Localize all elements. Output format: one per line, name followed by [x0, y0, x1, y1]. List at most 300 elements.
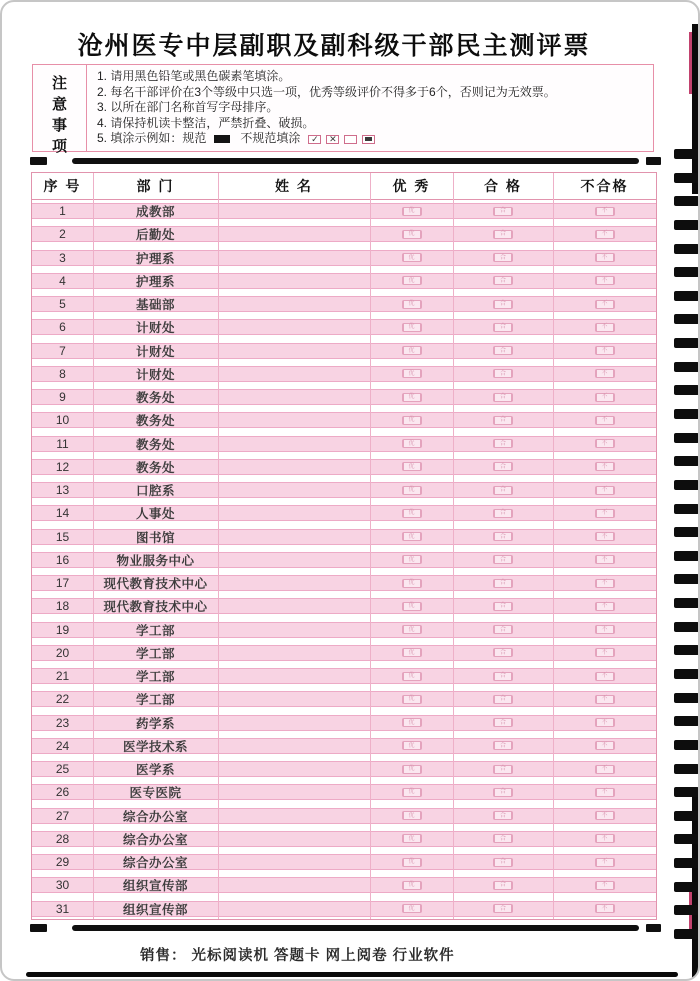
- unqualified-bubble[interactable]: 不: [595, 904, 615, 913]
- timing-mark: [674, 409, 699, 419]
- row-number: 3: [59, 250, 66, 265]
- row-department: 医专医院: [129, 786, 182, 801]
- name-write-cell[interactable]: [218, 390, 370, 404]
- qualified-bubble[interactable]: 合: [493, 416, 513, 425]
- unqualified-bubble[interactable]: 不: [595, 695, 615, 704]
- name-write-cell[interactable]: [218, 646, 370, 660]
- unqualified-cell: [553, 416, 656, 425]
- unqualified-bubble[interactable]: 不: [595, 346, 615, 355]
- name-write-cell[interactable]: [218, 576, 370, 590]
- row-number: 4: [59, 273, 66, 288]
- timing-mark: [674, 527, 699, 537]
- row-number: 27: [55, 808, 70, 823]
- table-row: [32, 502, 656, 525]
- row-band: [32, 645, 656, 661]
- qualified-bubble[interactable]: 合: [493, 695, 513, 704]
- name-write-cell[interactable]: [218, 344, 370, 358]
- qualified-cell: [453, 323, 553, 332]
- table-row: [32, 409, 656, 432]
- name-write-cell[interactable]: [218, 506, 370, 520]
- excellent-cell: [370, 904, 453, 913]
- qualified-bubble[interactable]: 合: [493, 788, 513, 797]
- qualified-cell: [453, 439, 553, 448]
- row-number: 30: [55, 878, 70, 893]
- timing-mark: [674, 882, 699, 892]
- excellent-bubble[interactable]: 优: [402, 509, 422, 518]
- timing-mark: [674, 834, 699, 844]
- table-row: [32, 735, 656, 758]
- unqualified-bubble[interactable]: 不: [595, 323, 615, 332]
- row-department: 口腔系: [135, 484, 175, 498]
- excellent-cell: [370, 532, 453, 541]
- timing-mark: [674, 740, 699, 750]
- unqualified-bubble[interactable]: 不: [595, 486, 615, 495]
- unqualified-bubble[interactable]: 不: [595, 648, 615, 657]
- excellent-cell: [370, 765, 453, 774]
- row-band: [32, 808, 656, 824]
- qualified-bubble[interactable]: 合: [493, 230, 513, 239]
- row-number: 29: [55, 855, 70, 869]
- unqualified-bubble[interactable]: 不: [595, 462, 615, 471]
- sync-square-bottom-right: [646, 924, 661, 932]
- row-department: 教务处: [135, 414, 175, 429]
- sync-square-top-right: [646, 157, 661, 165]
- qualified-cell: [453, 555, 553, 564]
- row-number: 5: [59, 297, 66, 311]
- unqualified-bubble[interactable]: 不: [595, 509, 615, 518]
- name-write-cell[interactable]: [218, 530, 370, 544]
- unqualified-bubble[interactable]: 不: [595, 207, 615, 216]
- row-number: 15: [55, 529, 70, 544]
- cross-mark-example-icon: ✕: [326, 135, 339, 144]
- row-number: 26: [55, 785, 70, 800]
- timing-mark: [674, 362, 699, 372]
- notice-lines: [97, 69, 643, 131]
- excellent-bubble[interactable]: 优: [402, 346, 422, 355]
- qualified-bubble[interactable]: 合: [493, 718, 513, 727]
- excellent-bubble[interactable]: 优: [402, 765, 422, 774]
- unqualified-cell: [553, 602, 656, 611]
- unqualified-bubble[interactable]: 不: [595, 602, 615, 611]
- unqualified-bubble[interactable]: 不: [595, 672, 615, 681]
- qualified-bubble[interactable]: 合: [493, 625, 513, 634]
- qualified-bubble[interactable]: 合: [493, 253, 513, 262]
- name-write-cell[interactable]: [218, 553, 370, 567]
- unqualified-bubble[interactable]: 不: [595, 276, 615, 285]
- qualified-cell: [453, 625, 553, 634]
- unqualified-bubble[interactable]: 不: [595, 741, 615, 750]
- excellent-bubble[interactable]: 优: [402, 276, 422, 285]
- unqualified-bubble[interactable]: 不: [595, 765, 615, 774]
- excellent-cell: [370, 602, 453, 611]
- qualified-cell: [453, 695, 553, 704]
- excellent-bubble[interactable]: 优: [402, 648, 422, 657]
- timing-mark: [674, 929, 699, 939]
- row-department: 护理系: [135, 274, 175, 289]
- unqualified-cell: [553, 300, 656, 309]
- qualified-bubble[interactable]: 合: [493, 207, 513, 216]
- qualified-bubble[interactable]: 合: [493, 462, 513, 471]
- row-band: [32, 622, 656, 638]
- notice-box: [32, 64, 654, 155]
- unqualified-cell: [553, 276, 656, 285]
- excellent-cell: [370, 625, 453, 634]
- row-department: 学工部: [135, 646, 175, 661]
- row-number: 24: [55, 738, 70, 753]
- excellent-bubble[interactable]: 优: [402, 416, 422, 425]
- scan-edge-artifact: [692, 24, 698, 194]
- table-row: [32, 363, 656, 386]
- filled-mark-example-icon: [214, 135, 230, 143]
- excellent-bubble[interactable]: 优: [402, 672, 422, 681]
- name-write-cell[interactable]: [218, 274, 370, 288]
- excellent-bubble[interactable]: 优: [402, 532, 422, 541]
- excellent-cell: [370, 300, 453, 309]
- scan-edge-artifact: [689, 32, 692, 94]
- qualified-cell: [453, 393, 553, 402]
- row-number: 18: [55, 599, 70, 614]
- name-write-cell[interactable]: [218, 785, 370, 799]
- unqualified-cell: [553, 904, 656, 913]
- unqualified-cell: [553, 579, 656, 588]
- row-band: [32, 668, 656, 684]
- timing-mark: [674, 433, 699, 443]
- notice-label-char: 意: [51, 96, 67, 113]
- table-body: [32, 200, 656, 919]
- table-row: [32, 665, 656, 688]
- name-write-cell[interactable]: [218, 320, 370, 334]
- row-department: 人事处: [135, 507, 175, 522]
- row-band: [32, 901, 656, 917]
- excellent-bubble[interactable]: 优: [402, 904, 422, 913]
- table-row: [32, 781, 656, 804]
- row-number: 12: [55, 459, 70, 474]
- row-department: 计财处: [135, 321, 175, 336]
- name-write-cell[interactable]: [218, 204, 370, 218]
- row-number: 6: [59, 320, 66, 335]
- check-mark-example-icon: ✓: [308, 135, 321, 144]
- unqualified-cell: [553, 858, 656, 867]
- timing-mark: [674, 905, 699, 915]
- excellent-bubble[interactable]: 优: [402, 486, 422, 495]
- excellent-cell: [370, 555, 453, 564]
- excellent-cell: [370, 858, 453, 867]
- timing-mark: [674, 267, 699, 277]
- row-band: [32, 273, 656, 289]
- name-write-cell[interactable]: [218, 855, 370, 869]
- excellent-bubble[interactable]: 优: [402, 323, 422, 332]
- timing-mark: [674, 314, 699, 324]
- qualified-bubble[interactable]: 合: [493, 648, 513, 657]
- table-row: [32, 526, 656, 549]
- unqualified-bubble[interactable]: 不: [595, 718, 615, 727]
- qualified-bubble[interactable]: 合: [493, 579, 513, 588]
- excellent-bubble[interactable]: 优: [402, 253, 422, 262]
- qualified-bubble[interactable]: 合: [493, 300, 513, 309]
- unqualified-cell: [553, 765, 656, 774]
- column-divider: [93, 173, 94, 919]
- qualified-bubble[interactable]: 合: [493, 439, 513, 448]
- excellent-cell: [370, 509, 453, 518]
- table-row: [32, 758, 656, 781]
- excellent-cell: [370, 695, 453, 704]
- table-row: [32, 619, 656, 642]
- unqualified-cell: [553, 462, 656, 471]
- table-header-row: [32, 173, 656, 200]
- name-write-cell[interactable]: [218, 692, 370, 706]
- name-write-cell[interactable]: [218, 367, 370, 381]
- excellent-bubble[interactable]: 优: [402, 393, 422, 402]
- timing-mark: [674, 716, 699, 726]
- unqualified-cell: [553, 834, 656, 843]
- unqualified-bubble[interactable]: 不: [595, 625, 615, 634]
- excellent-bubble[interactable]: 优: [402, 788, 422, 797]
- excellent-bubble[interactable]: 优: [402, 625, 422, 634]
- sync-square-bottom-left: [30, 924, 47, 932]
- name-write-cell[interactable]: [218, 669, 370, 683]
- qualified-cell: [453, 765, 553, 774]
- name-write-cell[interactable]: [218, 762, 370, 776]
- timing-mark: [674, 622, 699, 632]
- excellent-cell: [370, 276, 453, 285]
- row-department: 医学系: [135, 763, 175, 777]
- excellent-bubble[interactable]: 优: [402, 834, 422, 843]
- unqualified-bubble[interactable]: 不: [595, 555, 615, 564]
- note5-prefix: 5. 填涂示例如：规范: [97, 131, 207, 146]
- row-band: [32, 831, 656, 847]
- unqualified-cell: [553, 230, 656, 239]
- qualified-bubble[interactable]: 合: [493, 881, 513, 890]
- excellent-bubble[interactable]: 优: [402, 230, 422, 239]
- table-row: [32, 433, 656, 456]
- row-department: 综合办公室: [122, 856, 188, 870]
- row-number: 22: [55, 692, 70, 707]
- unqualified-bubble[interactable]: 不: [595, 811, 615, 820]
- unqualified-bubble[interactable]: 不: [595, 439, 615, 448]
- qualified-bubble[interactable]: 合: [493, 555, 513, 564]
- row-department: 成教部: [135, 205, 175, 219]
- qualified-bubble[interactable]: 合: [493, 369, 513, 378]
- excellent-bubble[interactable]: 优: [402, 462, 422, 471]
- name-write-cell[interactable]: [218, 483, 370, 497]
- row-number: 11: [56, 436, 69, 451]
- unqualified-bubble[interactable]: 不: [595, 881, 615, 890]
- unqualified-bubble[interactable]: 不: [595, 230, 615, 239]
- row-band: [32, 598, 656, 614]
- evaluation-table: [31, 172, 657, 920]
- qualified-cell: [453, 672, 553, 681]
- name-write-cell[interactable]: [218, 623, 370, 637]
- row-department: 组织宣传部: [122, 879, 188, 894]
- row-band: [32, 854, 656, 870]
- name-write-cell[interactable]: [218, 460, 370, 474]
- unqualified-bubble[interactable]: 不: [595, 393, 615, 402]
- qualified-cell: [453, 346, 553, 355]
- name-write-cell[interactable]: [218, 599, 370, 613]
- qualified-bubble[interactable]: 合: [493, 672, 513, 681]
- timing-mark: [674, 338, 699, 348]
- excellent-cell: [370, 393, 453, 402]
- unqualified-cell: [553, 346, 656, 355]
- qualified-bubble[interactable]: 合: [493, 532, 513, 541]
- row-number: 1: [59, 204, 66, 218]
- table-row: [32, 386, 656, 409]
- excellent-cell: [370, 788, 453, 797]
- unqualified-cell: [553, 811, 656, 820]
- table-row: [32, 898, 656, 921]
- page-title: 沧州医专中层副职及副科级干部民主测评票: [77, 32, 591, 60]
- unqualified-cell: [553, 207, 656, 216]
- excellent-cell: [370, 881, 453, 890]
- name-write-cell[interactable]: [218, 809, 370, 823]
- qualified-bubble[interactable]: 合: [493, 393, 513, 402]
- qualified-bubble[interactable]: 合: [493, 834, 513, 843]
- row-number: 13: [55, 483, 70, 497]
- excellent-cell: [370, 462, 453, 471]
- unqualified-bubble[interactable]: 不: [595, 579, 615, 588]
- unqualified-cell: [553, 253, 656, 262]
- vendor-footer-text: 销售： 光标阅读机 答题卡 网上阅卷 行业软件: [140, 948, 455, 964]
- row-band: [32, 226, 656, 242]
- notice-line: 3. 以所在部门名称首写字母排序。: [97, 100, 279, 115]
- row-department: 现代教育技术中心: [103, 600, 208, 615]
- excellent-cell: [370, 207, 453, 216]
- unqualified-cell: [553, 323, 656, 332]
- unqualified-bubble[interactable]: 不: [595, 834, 615, 843]
- notice-label-char: 项: [51, 138, 67, 155]
- table-row: [32, 549, 656, 572]
- timing-mark: [674, 196, 699, 206]
- table-row: [32, 223, 656, 246]
- name-write-cell[interactable]: [218, 832, 370, 846]
- qualified-cell: [453, 462, 553, 471]
- qualified-bubble[interactable]: 合: [493, 904, 513, 913]
- name-write-cell[interactable]: [218, 251, 370, 265]
- qualified-bubble[interactable]: 合: [493, 323, 513, 332]
- table-row: [32, 805, 656, 828]
- table-row: [32, 456, 656, 479]
- excellent-cell: [370, 486, 453, 495]
- excellent-bubble[interactable]: 优: [402, 741, 422, 750]
- qualified-bubble[interactable]: 合: [493, 858, 513, 867]
- unqualified-cell: [553, 718, 656, 727]
- scan-edge-artifact: [26, 972, 678, 977]
- table-row: [32, 688, 656, 711]
- qualified-bubble[interactable]: 合: [493, 602, 513, 611]
- unqualified-cell: [553, 393, 656, 402]
- qualified-cell: [453, 486, 553, 495]
- qualified-bubble[interactable]: 合: [493, 811, 513, 820]
- name-write-cell[interactable]: [218, 739, 370, 753]
- timing-mark: [674, 858, 699, 868]
- header-qualified: 合 格: [484, 178, 522, 194]
- table-row: [32, 851, 656, 874]
- row-department: 综合办公室: [122, 809, 188, 824]
- table-row: [32, 293, 656, 316]
- row-number: 16: [55, 552, 70, 567]
- name-write-cell[interactable]: [218, 437, 370, 451]
- header-number: 序 号: [43, 178, 82, 194]
- sync-square-top-left: [30, 157, 47, 165]
- excellent-bubble[interactable]: 优: [402, 579, 422, 588]
- notice-line-5: [97, 131, 643, 147]
- empty-mark-example-icon: [344, 135, 357, 144]
- row-band: [32, 366, 656, 382]
- qualified-bubble[interactable]: 合: [493, 509, 513, 518]
- column-divider: [218, 173, 219, 919]
- excellent-bubble[interactable]: 优: [402, 369, 422, 378]
- unqualified-cell: [553, 369, 656, 378]
- timing-mark: [674, 385, 699, 395]
- row-band: [32, 482, 656, 498]
- excellent-bubble[interactable]: 优: [402, 695, 422, 704]
- excellent-bubble[interactable]: 优: [402, 207, 422, 216]
- unqualified-bubble[interactable]: 不: [595, 300, 615, 309]
- row-band: [32, 389, 656, 405]
- excellent-bubble[interactable]: 优: [402, 718, 422, 727]
- qualified-cell: [453, 858, 553, 867]
- row-band: [32, 575, 656, 591]
- excellent-bubble[interactable]: 优: [402, 555, 422, 564]
- qualified-bubble[interactable]: 合: [493, 486, 513, 495]
- table-row: [32, 340, 656, 363]
- row-band: [32, 250, 656, 266]
- row-number: 2: [59, 227, 66, 242]
- qualified-cell: [453, 416, 553, 425]
- excellent-bubble[interactable]: 优: [402, 858, 422, 867]
- timing-mark: [674, 456, 699, 466]
- unqualified-bubble[interactable]: 不: [595, 253, 615, 262]
- excellent-bubble[interactable]: 优: [402, 439, 422, 448]
- excellent-bubble[interactable]: 优: [402, 811, 422, 820]
- excellent-bubble[interactable]: 优: [402, 300, 422, 309]
- table-row: [32, 572, 656, 595]
- row-band: [32, 877, 656, 893]
- row-department: 组织宣传部: [122, 902, 188, 917]
- unqualified-bubble[interactable]: 不: [595, 858, 615, 867]
- unqualified-bubble[interactable]: 不: [595, 788, 615, 797]
- name-write-cell[interactable]: [218, 227, 370, 241]
- timing-mark: [674, 291, 699, 301]
- unqualified-bubble[interactable]: 不: [595, 416, 615, 425]
- timing-mark: [674, 645, 699, 655]
- excellent-cell: [370, 369, 453, 378]
- timing-mark: [674, 504, 699, 514]
- qualified-cell: [453, 230, 553, 239]
- name-write-cell[interactable]: [218, 902, 370, 916]
- qualified-bubble[interactable]: 合: [493, 765, 513, 774]
- unqualified-cell: [553, 788, 656, 797]
- name-write-cell[interactable]: [218, 413, 370, 427]
- timing-mark: [674, 551, 699, 561]
- excellent-bubble[interactable]: 优: [402, 881, 422, 890]
- qualified-bubble[interactable]: 合: [493, 276, 513, 285]
- notice-line: 1. 请用黑色铅笔或黑色碳素笔填涂。: [97, 69, 291, 83]
- unqualified-bubble[interactable]: 不: [595, 532, 615, 541]
- name-write-cell[interactable]: [218, 297, 370, 311]
- qualified-bubble[interactable]: 合: [493, 741, 513, 750]
- qualified-bubble[interactable]: 合: [493, 346, 513, 355]
- row-department: 计财处: [135, 367, 175, 382]
- row-department: 护理系: [135, 251, 175, 266]
- excellent-bubble[interactable]: 优: [402, 602, 422, 611]
- unqualified-bubble[interactable]: 不: [595, 369, 615, 378]
- sync-bar-top: [72, 158, 639, 164]
- row-number: 31: [55, 901, 70, 916]
- unqualified-cell: [553, 741, 656, 750]
- name-write-cell[interactable]: [218, 716, 370, 730]
- name-write-cell[interactable]: [218, 878, 370, 892]
